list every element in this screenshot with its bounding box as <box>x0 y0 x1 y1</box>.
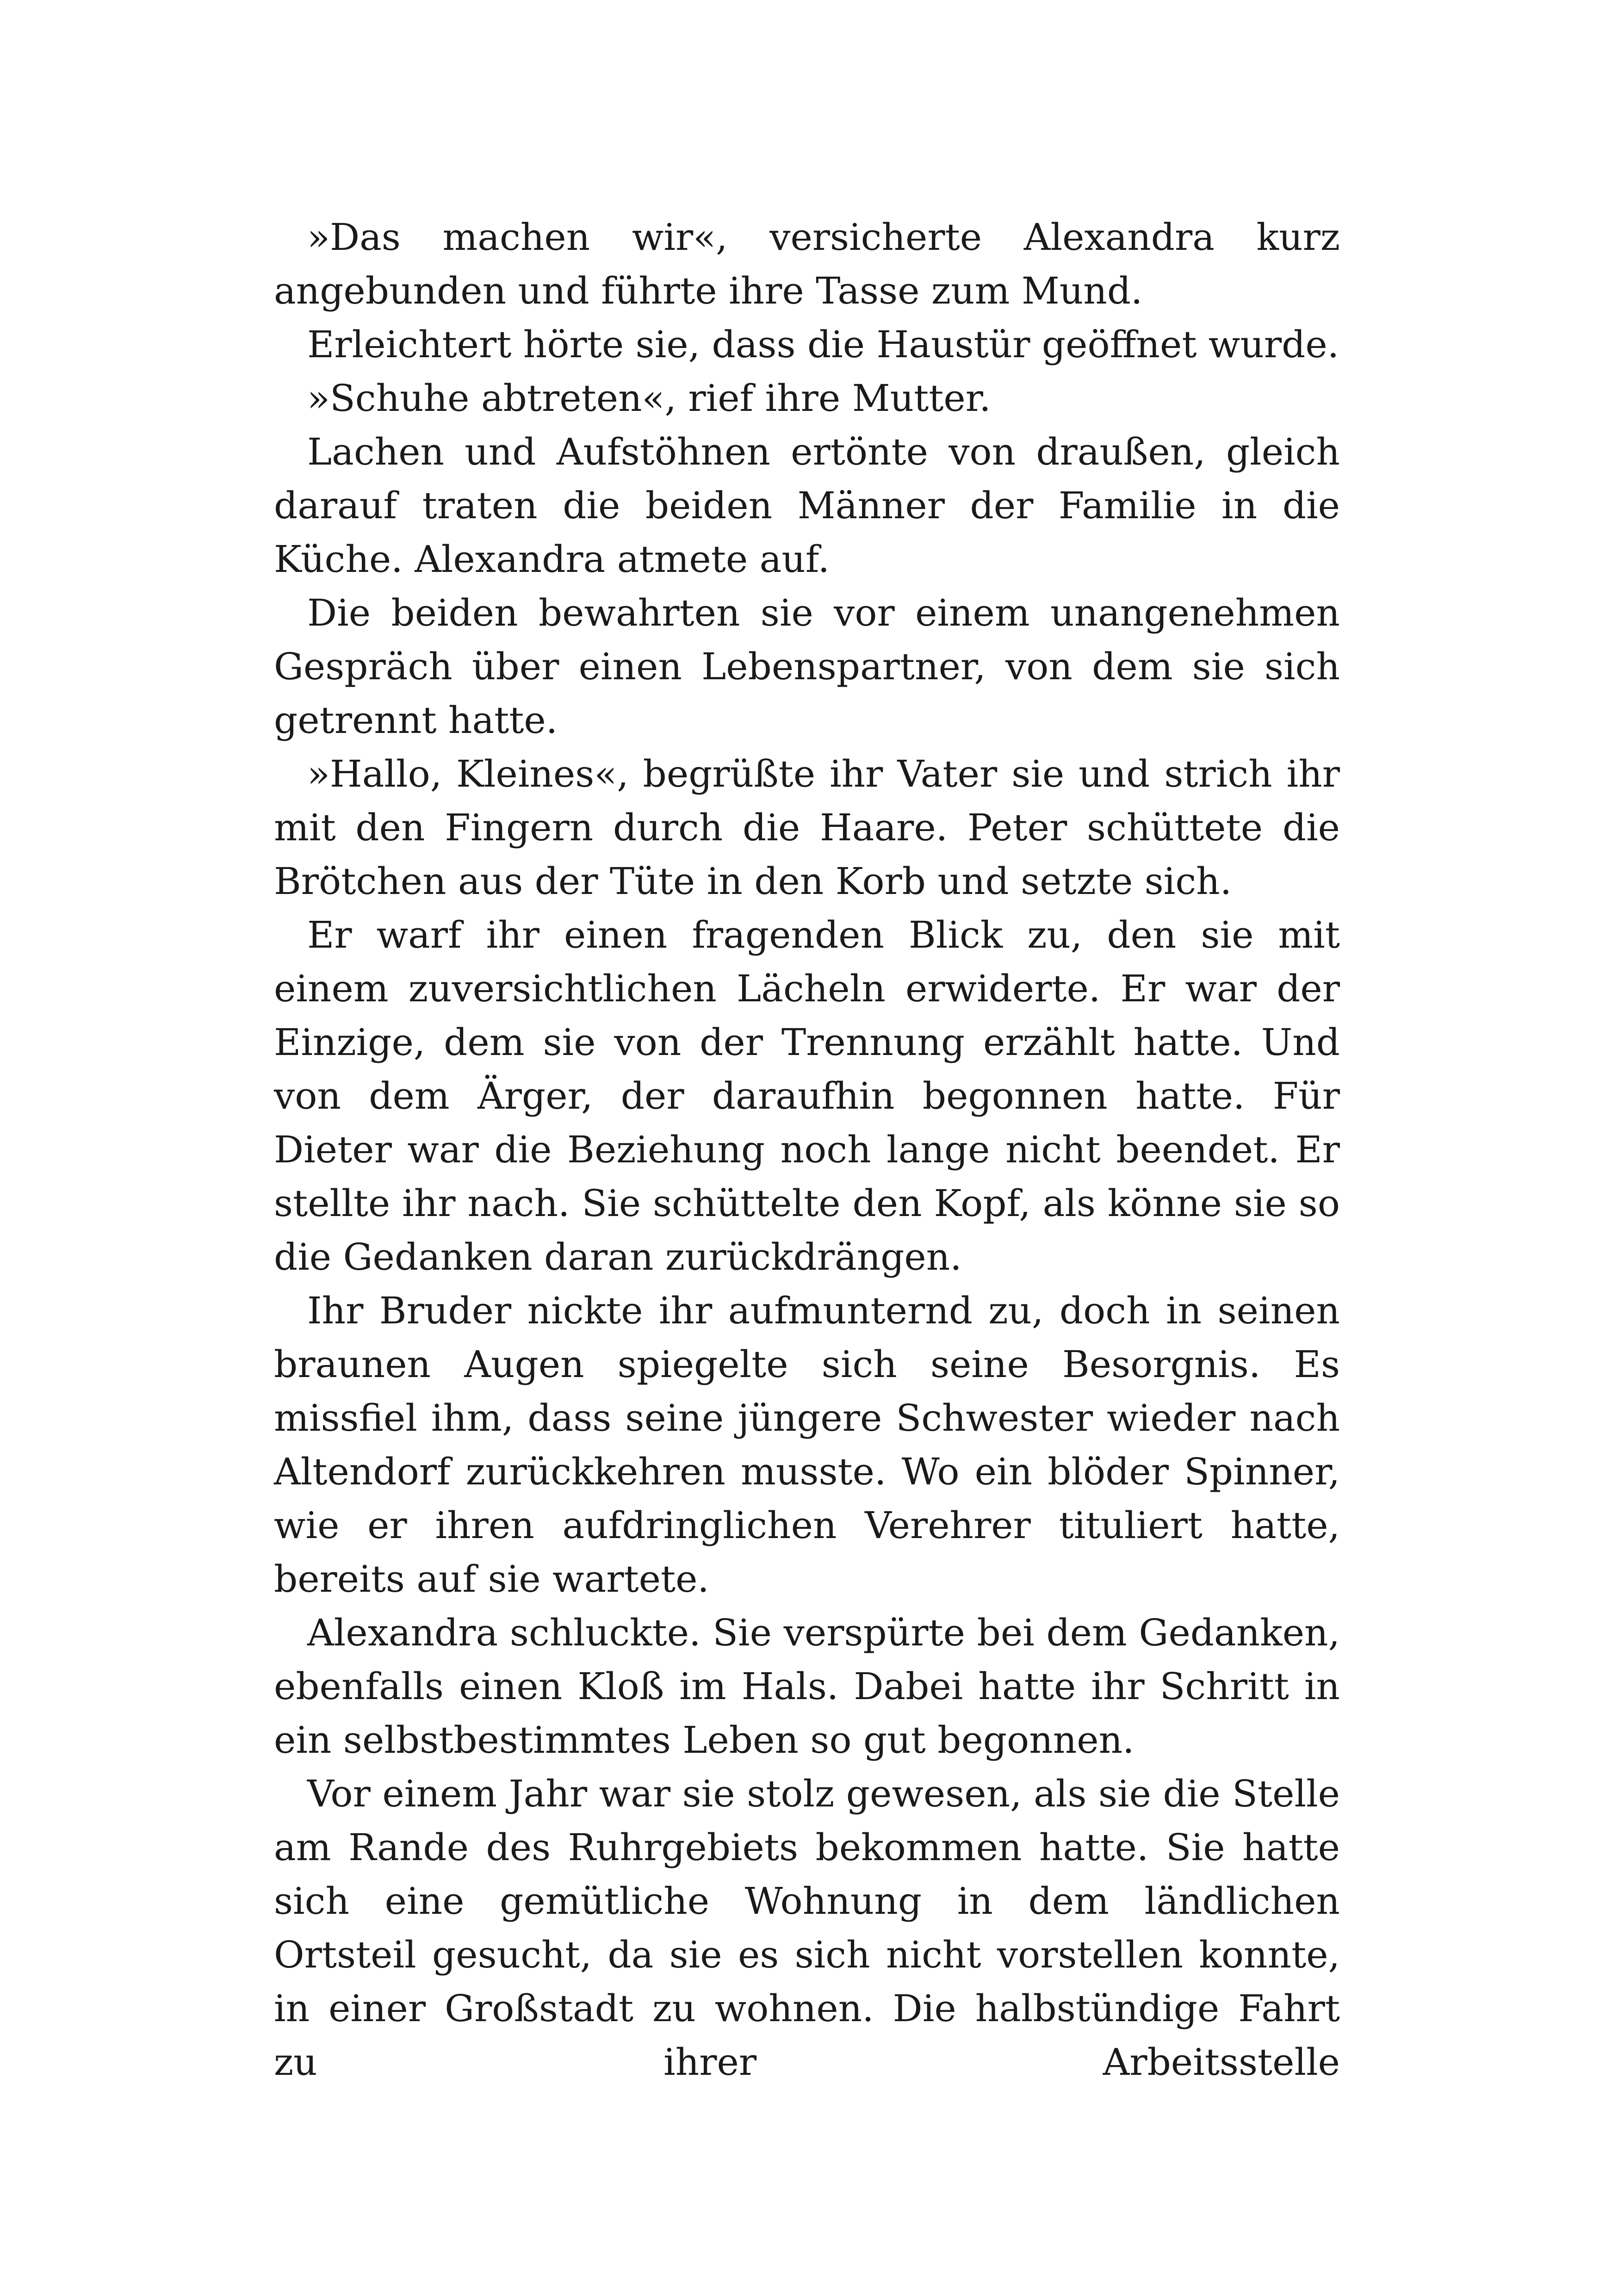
paragraph-6: »Hallo, Kleines«, begrüßte ihr Vater sie und strich ihr mit den Fingern durch die Haare. Peter schüttete die Brötchen aus der Tüte in den Korb und setzte sich. <box>274 752 1340 903</box>
paragraph-10: Vor einem Jahr war sie stolz gewesen, als sie die Stelle am Rande des Ruhrgebiets bekommen hatte. Sie hatte sich eine gemütliche Wohnung in dem ländlichen Ortsteil gesucht, da sie es sich nicht vorstellen konnte, in einer Großstadt zu wohnen. Die halbstündige Fahrt zu ihrer Arbeitsstelle <box>274 1772 1340 2084</box>
paragraph-2: Erleichtert hörte sie, dass die Haustür geöffnet wurde. <box>307 323 1339 366</box>
body-text <box>274 211 1340 2089</box>
paragraph-1: »Das machen wir«, versicherte Alexandra kurz angebunden und führte ihre Tasse zum Mund. <box>274 216 1340 312</box>
paragraph-8: Ihr Bruder nickte ihr aufmunternd zu, doch in seinen braunen Augen spiegelte sich seine Besorgnis. Es missfiel ihm, dass seine jüngere Schwester wieder nach Altendorf zurückkehren musste. Wo ein blöder Spinner, wie er ihren aufdringlichen Verehrer tituliert hatte, bereits auf sie wartete. <box>274 1289 1340 1601</box>
paragraph-7: Er warf ihr einen fragenden Blick zu, den sie mit einem zuversichtlichen Lächeln erwiderte. Er war der Einzige, dem sie von der Trennung erzählt hatte. Und von dem Ärger, der daraufhin begonnen hatte. Für Dieter war die Beziehung noch lange nicht beendet. Er stellte ihr nach. Sie schüttelte den Kopf, als könne sie so die Gedanken daran zurückdrängen. <box>274 913 1340 1278</box>
paragraph-4: Lachen und Aufstöhnen ertönte von draußen, gleich darauf traten die beiden Männer der Familie in die Küche. Alexandra atmete auf. <box>274 430 1340 581</box>
paragraph-9: Alexandra schluckte. Sie verspürte bei dem Gedanken, ebenfalls einen Kloß im Hals. Dabei hatte ihr Schritt in ein selbstbestimmtes Leben so gut begonnen. <box>274 1611 1340 1762</box>
paragraph-3: »Schuhe abtreten«, rief ihre Mutter. <box>307 377 991 420</box>
paragraph-5: Die beiden bewahrten sie vor einem unangenehmen Gespräch über einen Lebenspartner, von dem sie sich getrennt hatte. <box>274 591 1340 742</box>
